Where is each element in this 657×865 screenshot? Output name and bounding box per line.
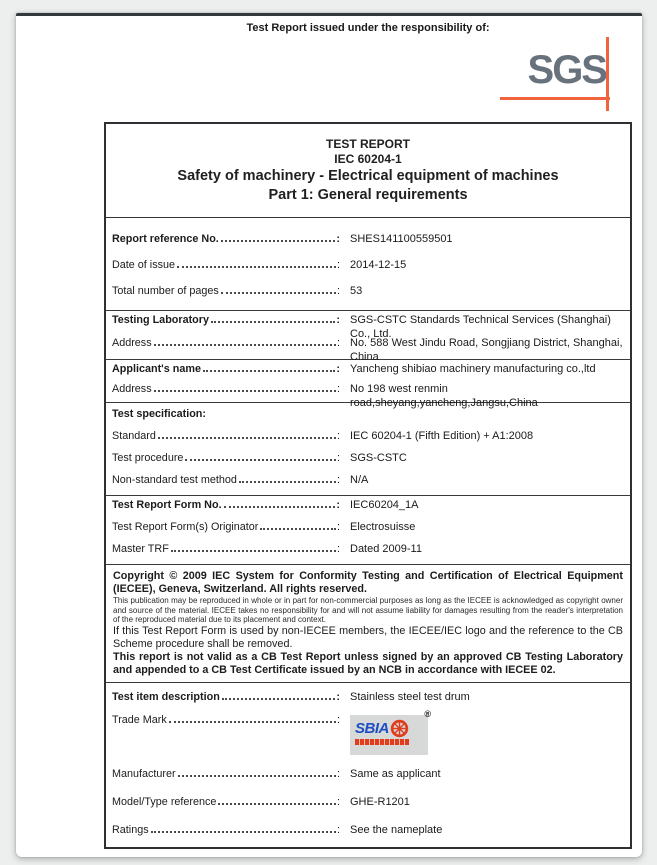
sgs-logo-horizontal-line	[500, 97, 610, 100]
field-label-cell	[112, 542, 340, 556]
table-row	[106, 232, 630, 258]
label-colon: :	[337, 285, 340, 297]
report-title-line: IEC 60204-1	[334, 152, 402, 166]
field-label: Applicant's name	[112, 363, 201, 375]
label-colon: :	[337, 767, 340, 780]
table-row	[106, 795, 630, 823]
label-colon: :	[337, 713, 340, 726]
field-label: Trade Mark	[112, 713, 167, 726]
field-label-cell	[112, 451, 340, 465]
dotted-leader	[154, 344, 336, 346]
field-value: 53	[350, 285, 363, 297]
copyright-paragraph: This publication may be reproduced in whole or in part for non-commercial purposes as long as the IECEE is acknowledged as copyright owner and source of the material. IECEE takes no responsibility for and will not assume liability for damages resulting from the reader's interpretation of the reproduced material due to its placement and context.	[113, 596, 623, 625]
dotted-leader	[203, 370, 335, 372]
field-label-cell	[112, 690, 340, 704]
field-label: Total number of pages	[112, 285, 219, 297]
dotted-leader	[171, 550, 336, 552]
dotted-leader	[178, 775, 336, 777]
field-value: No 198 west renmin road,sheyang,yancheng,Jangsu,China	[350, 383, 538, 409]
label-colon: :	[336, 314, 340, 326]
dotted-leader	[211, 321, 335, 323]
field-label: Address	[112, 383, 152, 395]
field-group-item-info	[106, 683, 630, 847]
field-label-cell	[112, 429, 340, 443]
field-label-cell	[112, 498, 340, 512]
field-group-test-specification	[106, 403, 630, 496]
table-row	[106, 313, 630, 340]
field-label-cell	[112, 407, 206, 421]
field-group-trf-info	[106, 496, 630, 565]
field-value: Dated 2009-11	[350, 543, 422, 555]
report-table	[104, 122, 632, 849]
label-colon: :	[337, 474, 340, 486]
field-group-applicant-info	[106, 360, 630, 409]
field-label: Testing Laboratory	[112, 314, 209, 326]
field-label-cell	[112, 767, 340, 781]
field-value: Same as applicant	[350, 767, 441, 780]
label-colon: :	[337, 430, 340, 442]
copyright-paragraph: This report is not valid as a CB Test Report unless signed by an approved CB Testing Laboratory and appended to a CB Test Certificate issued by an NCB in accordance with IECEE 02.	[113, 650, 623, 676]
dotted-leader	[224, 506, 336, 508]
table-row	[106, 542, 630, 564]
field-value: 2014-12-15	[350, 259, 407, 271]
field-value: SGS-CSTC	[350, 452, 407, 464]
field-label: Test item description	[112, 690, 220, 703]
field-label-cell	[112, 362, 340, 376]
field-label: Non-standard test method	[112, 474, 237, 486]
dotted-leader	[151, 831, 336, 833]
trademark-subtext-strip	[355, 739, 409, 745]
table-row	[106, 823, 630, 847]
label-colon: :	[336, 233, 340, 245]
field-label-cell	[112, 336, 340, 350]
field-label: Ratings	[112, 823, 149, 836]
field-value: SGS-CSTC Standards Technical Services (Shanghai) Co., Ltd.	[350, 314, 611, 340]
table-row	[106, 520, 630, 542]
dotted-leader	[177, 266, 336, 268]
field-group-report-info	[106, 218, 630, 311]
report-title-block	[106, 124, 630, 218]
label-colon: :	[337, 795, 340, 808]
field-label-cell	[112, 232, 340, 246]
table-row	[106, 336, 630, 363]
field-value: N/A	[350, 474, 369, 486]
dotted-leader	[221, 292, 336, 294]
dotted-leader	[158, 437, 336, 439]
table-row	[106, 708, 630, 767]
table-row	[106, 683, 630, 713]
copyright-paragraph: Copyright © 2009 IEC System for Conformity Testing and Certification of Electrical Equipment (IECEE), Geneva, Switzerland. All rights reserved.	[113, 570, 623, 595]
field-label-cell	[112, 795, 340, 809]
dotted-leader	[218, 803, 336, 805]
label-colon: :	[336, 690, 340, 703]
table-row	[106, 767, 630, 795]
dotted-leader	[222, 698, 336, 700]
document-page	[16, 13, 642, 857]
field-label-cell	[112, 313, 340, 327]
field-label: Report reference No.	[112, 233, 219, 245]
field-label: Model/Type reference	[112, 795, 217, 808]
table-row	[106, 451, 630, 473]
field-label: Master TRF	[112, 543, 169, 555]
field-label-cell	[112, 258, 340, 272]
dotted-leader	[185, 459, 336, 461]
dotted-leader	[260, 528, 336, 530]
label-colon: :	[337, 383, 340, 395]
label-colon: :	[337, 337, 340, 349]
field-label: Test specification:	[112, 408, 206, 420]
field-label-cell	[112, 713, 340, 727]
field-value: Yancheng shibiao machinery manufacturing co.,ltd	[350, 363, 596, 375]
field-label: Standard	[112, 430, 156, 442]
label-colon: :	[337, 452, 340, 464]
field-group-copyright	[106, 565, 630, 683]
dotted-leader	[239, 481, 336, 483]
field-value: IEC60204_1A	[350, 499, 419, 511]
field-value: See the nameplate	[350, 823, 443, 836]
field-label-cell	[112, 823, 340, 837]
field-label: Test procedure	[112, 452, 184, 464]
label-colon: :	[337, 823, 340, 836]
responsibility-statement: Test Report issued under the responsibility of:	[246, 22, 490, 34]
trademark-logo	[350, 708, 431, 755]
table-row	[106, 407, 630, 429]
dotted-leader	[221, 240, 336, 242]
sgs-logo	[496, 34, 618, 118]
field-value: GHE-R1201	[350, 795, 410, 808]
field-value	[340, 708, 624, 755]
field-label: Test Report Form No.	[112, 499, 222, 511]
wheel-icon	[390, 719, 409, 738]
table-row	[106, 258, 630, 284]
registered-mark-icon: ®	[424, 708, 431, 719]
dotted-leader	[154, 390, 336, 392]
table-row	[106, 284, 630, 310]
report-field-groups	[106, 218, 630, 847]
dotted-leader	[169, 721, 336, 723]
field-value: Electrosuisse	[350, 521, 416, 533]
field-value: Stainless steel test drum	[350, 690, 470, 703]
copyright-paragraph: If this Test Report Form is used by non-IECEE members, the IECEE/IEC logo and the reference to the CB Scheme procedure shall be removed.	[113, 624, 623, 650]
label-colon: :	[337, 521, 340, 533]
field-label-cell	[112, 473, 340, 487]
sgs-logo-text: SGS	[527, 48, 606, 92]
trademark-text: SBIA	[355, 719, 389, 737]
table-row	[106, 382, 630, 409]
field-value: IEC 60204-1 (Fifth Edition) + A1:2008	[350, 430, 534, 442]
field-value: No. 588 West Jindu Road, Songjiang District, Shanghai, China	[350, 337, 623, 363]
label-colon: :	[337, 543, 340, 555]
field-label: Address	[112, 337, 152, 349]
table-row	[106, 498, 630, 520]
field-label: Manufacturer	[112, 767, 176, 780]
report-title-line: TEST REPORT	[325, 137, 410, 151]
field-label-cell	[112, 284, 340, 298]
field-value: SHES141100559501	[350, 233, 453, 245]
table-row	[106, 362, 630, 382]
table-row	[106, 429, 630, 451]
report-title-line: Safety of machinery - Electrical equipment of machines	[177, 168, 559, 184]
table-row	[106, 473, 630, 495]
field-label-cell	[112, 520, 340, 534]
label-colon: :	[337, 259, 340, 271]
field-label: Date of issue	[112, 259, 176, 271]
field-label-cell	[112, 382, 340, 396]
report-title-line: Part 1: General requirements	[268, 187, 468, 203]
field-label: Test Report Form(s) Originator	[112, 521, 259, 533]
label-colon: :	[336, 363, 340, 375]
label-colon: :	[336, 499, 340, 511]
field-group-laboratory-info	[106, 311, 630, 363]
